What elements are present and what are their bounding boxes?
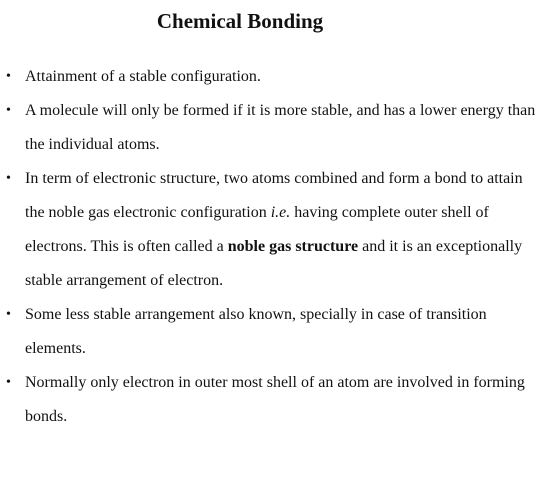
bullet-text-line: stable arrangement of electron. — [25, 272, 224, 289]
bullet-item — [0, 366, 525, 434]
bullet-marker: • — [6, 171, 11, 186]
slide-title: Chemical Bonding — [156, 9, 324, 33]
bullet-item — [0, 94, 535, 162]
bullet-item — [0, 60, 480, 94]
bullet-item — [0, 298, 487, 366]
bullet-text-line: Some less stable arrangement also known, specially in case of transition — [25, 306, 487, 323]
bullet-text-line: elements. — [25, 340, 86, 357]
italic-term: i.e. — [270, 204, 291, 221]
bullet-marker: • — [6, 307, 11, 322]
bullet-text-line: the individual atoms. — [25, 136, 160, 153]
text-run: the noble gas electronic configuration — [25, 204, 267, 221]
text-run: having complete outer shell of — [294, 204, 489, 221]
bullet-text-line: bonds. — [25, 408, 68, 425]
text-run: electrons. This is often called a — [25, 238, 224, 255]
bullet-text-line — [25, 196, 489, 230]
bullet-text-line: Normally only electron in outer most shell of an atom are involved in forming — [25, 374, 525, 391]
bullet-text-line: Attainment of a stable configuration. — [25, 68, 261, 85]
bullet-text-line — [25, 230, 523, 264]
bullet-list — [0, 60, 535, 434]
bullet-marker: • — [6, 69, 11, 84]
bullet-marker: • — [6, 103, 11, 118]
bullet-item — [0, 162, 523, 298]
text-run: and it is an exceptionally — [362, 238, 523, 255]
bullet-text-line: In term of electronic structure, two atoms combined and form a bond to attain — [25, 170, 523, 187]
bullet-marker: • — [6, 375, 11, 390]
bullet-text-line: A molecule will only be formed if it is more stable, and has a lower energy than — [25, 102, 535, 119]
bold-term: noble gas structure — [227, 238, 359, 255]
